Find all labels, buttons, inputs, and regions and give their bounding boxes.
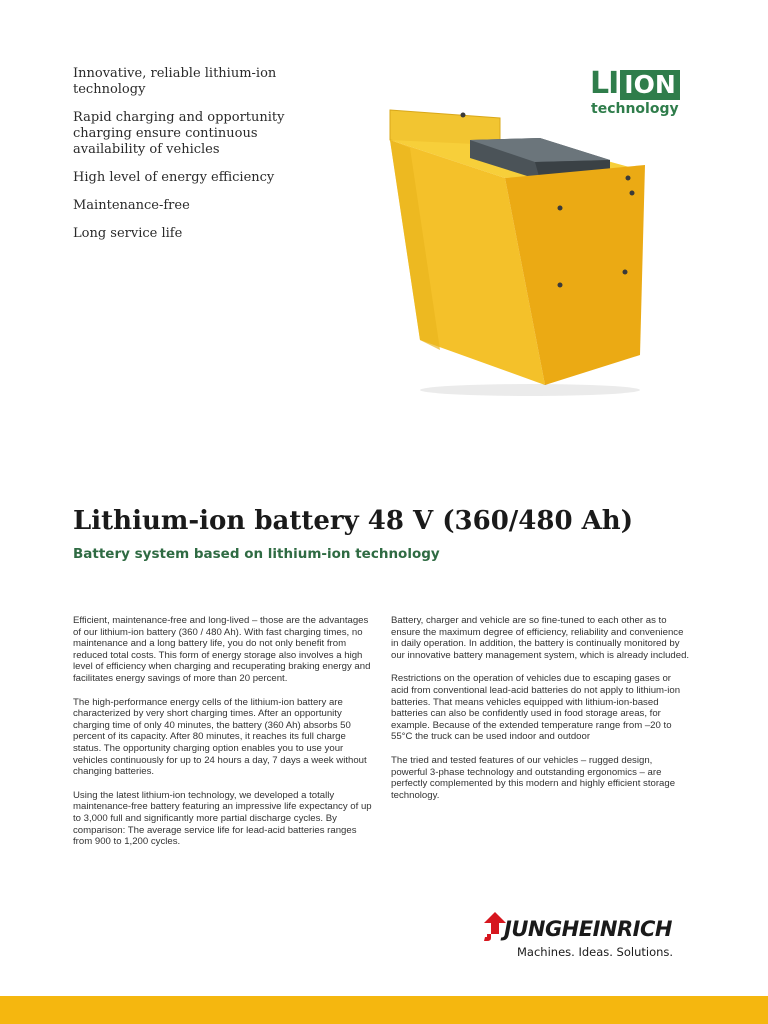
paragraph: The high-performance energy cells of the lithium-ion battery are characterized by very short charging times. After an opportunity charging time of only 40 minutes, the battery (360 Ah) absorbs 50 percent of its capacity. After 80 minutes, it reaches its full charge status. The opportunity charging option enables you to use your vehicles continuously for up to 24 hours a day, 7 days a week without changing batteries. (73, 696, 367, 778)
paragraph: Restrictions on the operation of vehicles due to escaping gases or acid from conventional lead-acid batteries do not apply to lithium-ion batteries. That means vehicles equipped with lithium-ion-based batteries can also be confidently used in food storage areas, for example. Because of the extended temperature range from –20 to 55°C the truck can be used indoor and outdoor (391, 673, 681, 743)
feature-item: Innovative, reliable lithium-ion technology (73, 66, 277, 97)
feature-item: High level of energy efficiency (73, 170, 275, 185)
body-column-left (73, 615, 373, 860)
page-subtitle: Battery system based on lithium-ion technology (73, 546, 440, 562)
paragraph: Using the latest lithium-ion technology, we developed a totally maintenance-free battery featuring an impressive life expectancy of up to 3,000 full and significantly more partial discharge cycles. By comparison: The average service life for lead-acid batteries ranges from 900 to 1,200 cycles. (73, 789, 372, 848)
jungheinrich-logo (482, 910, 702, 962)
page-title: Lithium-ion battery 48 V (360/480 Ah) (73, 506, 634, 536)
paragraph: Efficient, maintenance-free and long-lived – those are the advantages of our lithium-ion battery (360 / 480 Ah). With fast charging times, no maintenance and a long battery life, you do not only benefit from reduced total costs. This form of energy storage also involves a high level of efficiency when charging and recuperating braking energy and facilitates energy savings of more than 20 percent. (73, 615, 371, 684)
brand-tagline: Machines. Ideas. Solutions. (517, 945, 674, 959)
feature-list (73, 66, 313, 254)
feature-item: Maintenance-free (73, 198, 190, 213)
feature-item: Rapid charging and opportunity charging ensure continuous availability of vehicles (73, 110, 285, 157)
body-column-right (391, 615, 691, 813)
paragraph: Battery, charger and vehicle are so fine-tuned to each other as to ensure the maximum degree of efficiency, reliability and convenience in daily operation. In addition, the battery is continually monitored by our innovative battery management system, which is already included. (391, 615, 690, 661)
feature-item: Long service life (73, 226, 183, 241)
battery-product-image (360, 100, 660, 400)
logo-ion-text: ION (620, 70, 679, 100)
paragraph: The tried and tested features of our vehicles – rugged design, powerful 3-phase technology and outstanding ergonomics – are perfectly complemented by this modern and highly efficient storage technology. (391, 754, 676, 801)
logo-li-text: LI (590, 66, 619, 101)
logo-technology-text: technology (591, 101, 679, 117)
footer-accent-bar (0, 996, 768, 1024)
brand-name: JUNGHEINRICH (504, 917, 672, 941)
